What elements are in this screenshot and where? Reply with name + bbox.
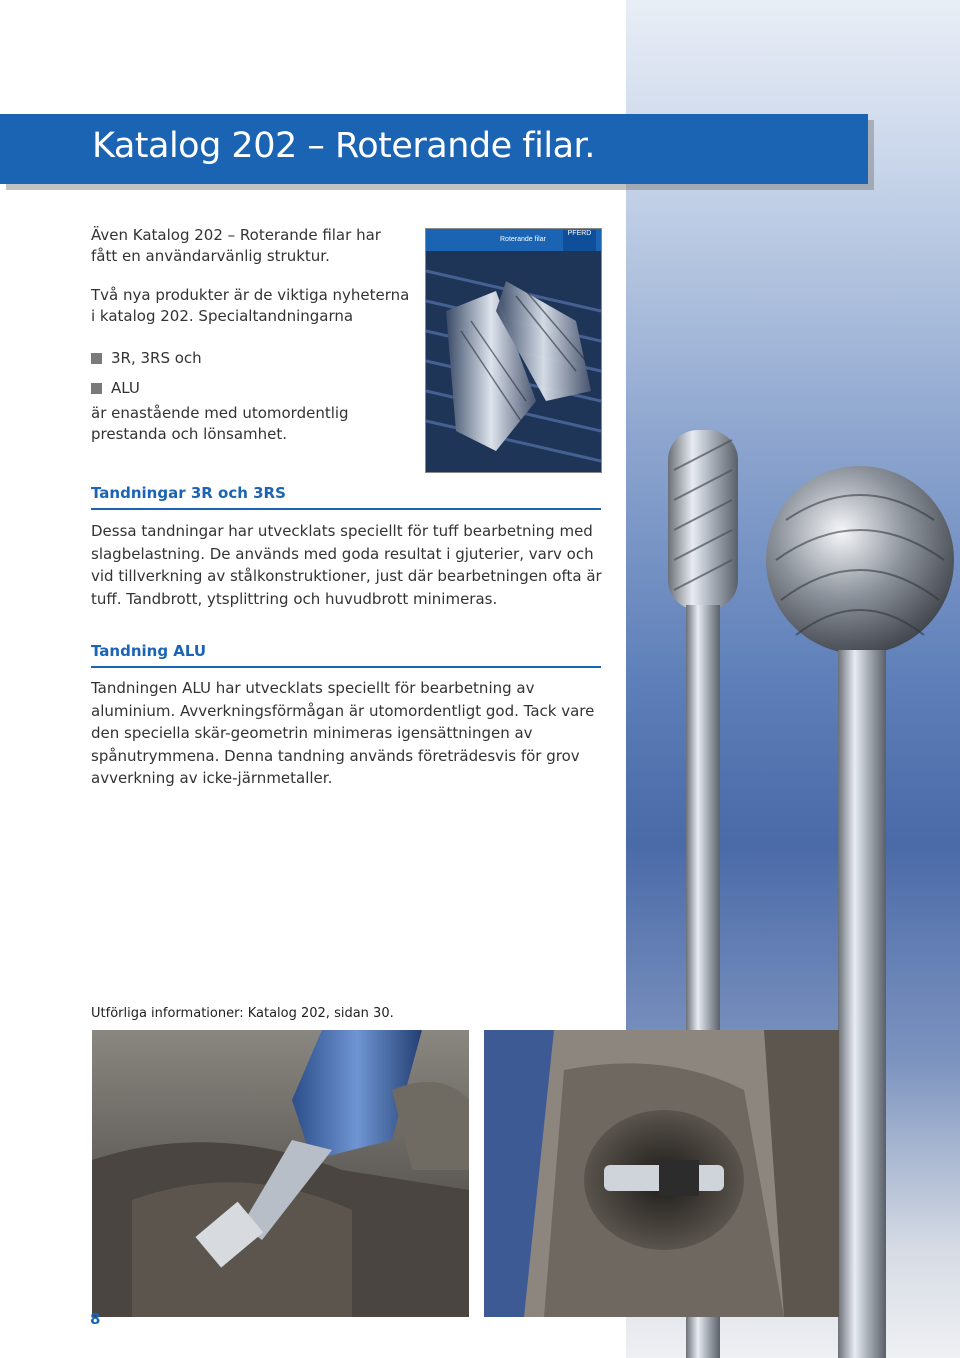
bullet-list: [91, 343, 202, 403]
list-item: [91, 373, 202, 403]
intro: [91, 225, 411, 345]
square-bullet-icon: [91, 353, 102, 364]
more-info-note: Utförliga informationer: Katalog 202, sidan 30.: [91, 1006, 394, 1021]
brand-name: PFERD: [567, 230, 592, 237]
bullet-text: 3R, 3RS och: [111, 348, 202, 367]
intro-closing: är enastående med utomordentlig prestanda och lönsamhet.: [91, 404, 349, 443]
catalog-cover-label: Roterande filar: [500, 236, 546, 243]
grinding-photo-left: [92, 1030, 469, 1317]
section-heading-3r: Tandningar 3R och 3RS: [91, 484, 601, 510]
page-number: 8: [90, 1310, 101, 1328]
grinding-photo-right: [484, 1030, 839, 1317]
list-item: [91, 343, 202, 373]
section-text-alu: Tandningen ALU har utvecklats speciellt för bearbetning av aluminium. Avverkningsförmågan är utomordentligt god. Tack vare den speciella skär-geometrin minimeras igensättningen av spånutrymmena. Denna tandning används företrädesvis för grov avverkning av icke-järnmetaller.: [91, 679, 595, 787]
catalog-cover-image: [425, 228, 602, 473]
bullet-text: ALU: [111, 378, 140, 397]
page-title: Katalog 202 – Roterande filar.: [92, 126, 595, 166]
square-bullet-icon: [91, 383, 102, 394]
intro-paragraph-1: Även Katalog 202 – Roterande filar har fått en användarvänlig struktur.: [91, 226, 381, 265]
intro-paragraph-2: Två nya produkter är de viktiga nyheterna i katalog 202. Specialtandningarna: [91, 286, 410, 325]
section-text-3r: Dessa tandningar har utvecklats speciellt för tuff bearbetning med slagbelastning. De används med goda resultat i gjuterier, varv och vid tillverkning av stålkonstruktioner, just där bearbetningen ofta är tuff. Tandbrott, ytsplittring och huvudbrott minimeras.: [91, 522, 602, 608]
section-heading-alu: Tandning ALU: [91, 642, 601, 668]
title-band: [0, 114, 868, 184]
